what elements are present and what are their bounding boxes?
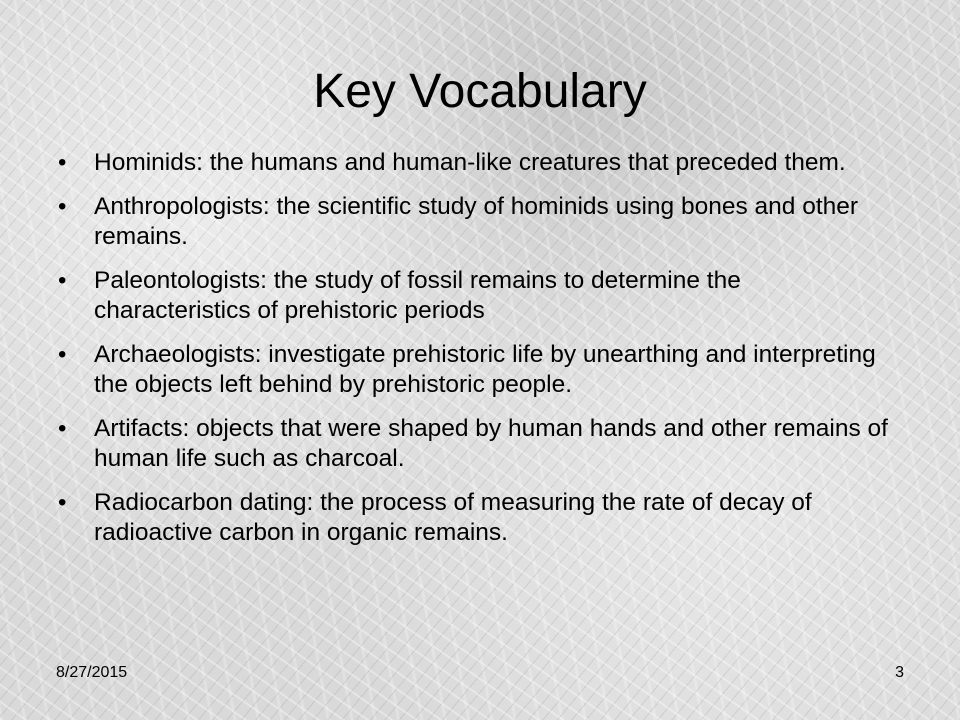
- bullet-text: Anthropologists: the scientific study of hominids using bones and other remains.: [94, 193, 859, 250]
- list-item: [58, 266, 898, 326]
- bullet-text: Artifacts: objects that were shaped by human hands and other remains of human life such as charcoal.: [94, 415, 888, 472]
- list-item: [58, 148, 898, 178]
- list-item: [58, 488, 898, 548]
- slide-number: 3: [895, 664, 904, 681]
- bullet-icon: •: [58, 267, 67, 294]
- footer-date: 8/27/2015: [56, 664, 128, 681]
- bullet-icon: •: [58, 489, 67, 516]
- list-item: [58, 340, 898, 400]
- bullet-icon: •: [58, 341, 67, 368]
- bullet-text: Archaeologists: investigate prehistoric life by unearthing and interpreting the objects left behind by prehistoric people.: [94, 341, 876, 398]
- list-item: [58, 414, 898, 474]
- bullet-icon: •: [58, 149, 67, 176]
- list-item: [58, 192, 898, 252]
- slide-title: Key Vocabulary: [313, 65, 647, 118]
- bullet-text: Radiocarbon dating: the process of measuring the rate of decay of radioactive carbon in organic remains.: [94, 489, 812, 546]
- bullet-icon: •: [58, 415, 67, 442]
- vocabulary-list: [58, 148, 898, 562]
- bullet-text: Paleontologists: the study of fossil remains to determine the characteristics of prehistoric periods: [94, 267, 741, 324]
- bullet-text: Hominids: the humans and human-like creatures that preceded them.: [94, 149, 846, 176]
- bullet-icon: •: [58, 193, 67, 220]
